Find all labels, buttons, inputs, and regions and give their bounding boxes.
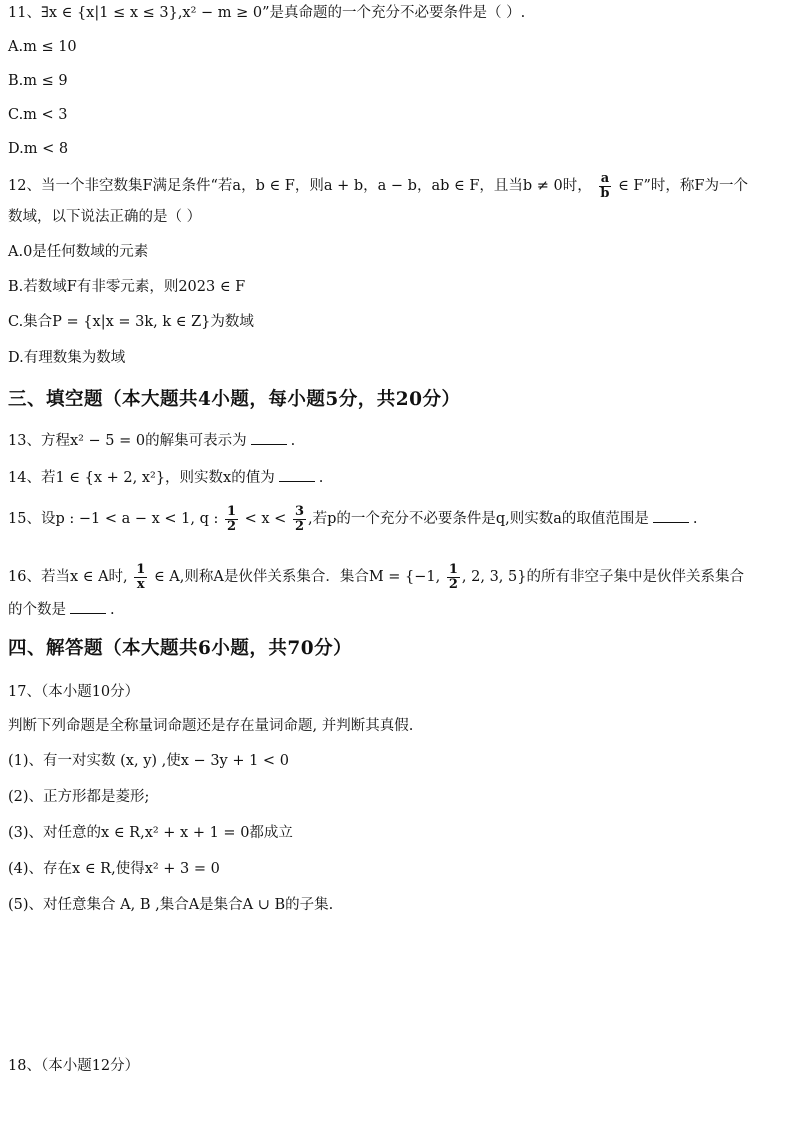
q17-intro: 判断下列命题是全称量词命题还是存在量词命题, 并判断其真假. <box>8 718 414 734</box>
q16-line2 <box>8 601 786 619</box>
q12-option-b: B.若数域F有非零元素，则2023 ∈ F <box>8 279 246 295</box>
q12-stem-line1 <box>8 172 786 200</box>
q16-fraction-2 <box>447 563 460 591</box>
q12-fraction-numerator: a <box>600 171 610 186</box>
q15-fraction-2-numerator: 3 <box>294 504 304 519</box>
q13-answer-blank[interactable] <box>251 444 287 445</box>
q17-item-5: (5)、对任意集合 A, B ,集合A是集合A ∪ B的子集. <box>8 897 334 913</box>
q16-fraction-1-denominator: x <box>136 576 145 592</box>
q12-stem-line2: 数域，以下说法正确的是（ ） <box>8 209 202 225</box>
q12-fraction <box>598 172 611 200</box>
q12-option-a: A.0是任何数域的元素 <box>8 244 149 260</box>
q16-text-b: ∈ A,则称A是伙伴关系集合．集合M = {−1, <box>153 569 441 586</box>
q11-option-c: C.m < 3 <box>8 107 68 123</box>
q15-text-mid: < x < <box>244 511 287 528</box>
q12-stem-part-b: ∈ F”时，称F为一个 <box>618 178 748 195</box>
q14-answer-blank[interactable] <box>279 481 315 482</box>
q15-fraction-2 <box>293 505 306 533</box>
q11-option-a: A.m ≤ 10 <box>8 39 77 55</box>
q14-text: 14、若1 ∈ {x + 2, x²}，则实数x的值为 <box>8 470 275 486</box>
q16-line1 <box>8 563 786 591</box>
q16-text-a: 16、若当x ∈ A时, <box>8 569 128 586</box>
q11-stem: 11、∃x ∈ {x|1 ≤ x ≤ 3},x² − m ≥ 0”是真命题的一个充分不必要条件是（ ）. <box>8 5 526 21</box>
q14 <box>8 469 786 487</box>
q12-stem-part-a: 12、当一个非空数集F满足条件“若a，b ∈ F，则a + b，a − b，ab ∈ F，且当b ≠ 0时， <box>8 178 592 195</box>
q15 <box>8 505 786 533</box>
section-3-heading: 三、填空题（本大题共4小题，每小题5分，共20分） <box>8 389 461 410</box>
q15-text-b: ,若p的一个充分不必要条件是q,则实数a的取值范围是 <box>307 511 649 528</box>
q16-answer-blank[interactable] <box>70 613 106 614</box>
q11-option-b: B.m ≤ 9 <box>8 73 68 89</box>
q13-end: . <box>290 433 296 449</box>
q17-header: 17、（本小题10分） <box>8 684 140 700</box>
q16-text-c: , 2, 3, 5}的所有非空子集中是伙伴关系集合 <box>461 569 744 586</box>
q15-text-a: 15、设p : −1 < a − x < 1, q : <box>8 511 219 528</box>
section-4-heading: 四、解答题（本大题共6小题，共70分） <box>8 638 353 659</box>
q15-fraction-2-denominator: 2 <box>294 518 304 534</box>
q15-fraction-1-denominator: 2 <box>226 518 237 534</box>
q15-fraction-1-numerator: 1 <box>226 504 237 519</box>
q16-text-d: 的个数是 <box>8 602 66 618</box>
q16-end: . <box>110 602 115 618</box>
q16-fraction-1 <box>134 563 147 591</box>
q18-header: 18、（本小题12分） <box>8 1058 140 1074</box>
q11-option-d: D.m < 8 <box>8 141 69 157</box>
q13-text: 13、方程x² − 5 = 0的解集可表示为 <box>8 433 247 449</box>
q12-option-d: D.有理数集为数域 <box>8 350 126 366</box>
q15-fraction-1 <box>225 505 238 533</box>
q14-end: . <box>318 470 324 486</box>
q16-fraction-2-denominator: 2 <box>448 576 458 592</box>
q17-item-4: (4)、存在x ∈ R,使得x² + 3 = 0 <box>8 861 220 877</box>
q16-fraction-1-numerator: 1 <box>136 562 146 577</box>
q17-item-3: (3)、对任意的x ∈ R,x² + x + 1 = 0都成立 <box>8 825 293 841</box>
q12-fraction-denominator: b <box>600 185 610 201</box>
q17-item-2: (2)、正方形都是菱形; <box>8 789 150 805</box>
q12-option-c: C.集合P = {x|x = 3k, k ∈ Z}为数域 <box>8 314 254 330</box>
q16-fraction-2-numerator: 1 <box>448 562 458 577</box>
q15-answer-blank[interactable] <box>653 522 689 523</box>
q15-end: . <box>692 511 698 528</box>
q13 <box>8 432 786 450</box>
q17-item-1: (1)、有一对实数 (x, y) ,使x − 3y + 1 < 0 <box>8 753 289 769</box>
